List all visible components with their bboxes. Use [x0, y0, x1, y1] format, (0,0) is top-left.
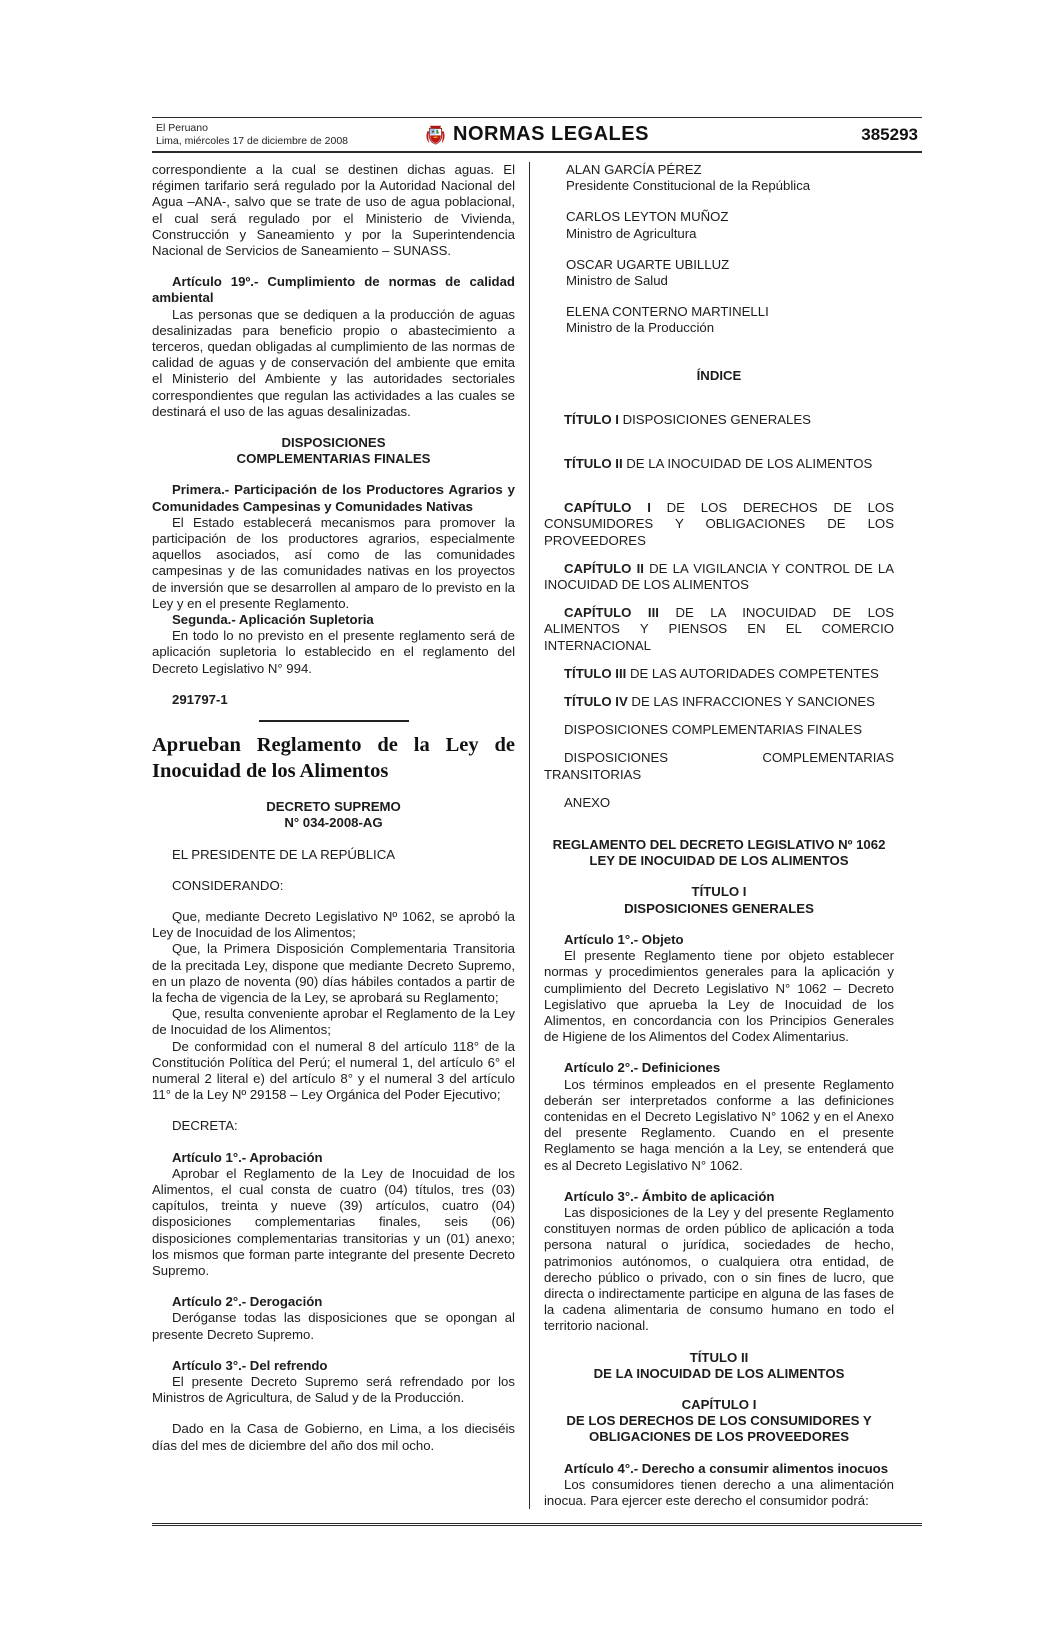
r-article-3-heading: Artículo 3°.- Ámbito de aplicación [564, 1188, 775, 1204]
recital-3: Que, resulta conveniente aprobar el Reglamento de la Ley de Inocuidad de los Alimentos; [152, 1006, 515, 1038]
date-line: Lima, miércoles 17 de diciembre de 2008 [156, 134, 349, 147]
article-1-body: Aprobar el Reglamento de la Ley de Inocuidad de los Alimentos, el cual consta de cuatro (04) títulos, tres (03) capítulos, treinta y nueve (39) artículos, cuatro (04) disposiciones complementarias finales, seis (06) disposiciones complementarias transitorias y un (01) anexo; los mismos que forman parte integrante del presente Decreto Supremo. [152, 1165, 515, 1278]
president-line: EL PRESIDENTE DE LA REPÚBLICA [172, 846, 396, 862]
r-article-4-heading: Artículo 4°.- Derecho a consumir alimentos inocuos [564, 1460, 889, 1476]
decreto-supremo-title: DECRETO SUPREMO N° 034-2008-AG [266, 799, 401, 831]
index-entry: TÍTULO I DISPOSICIONES GENERALES [564, 411, 811, 427]
decree-title: Aprueban Reglamento de la Ley de Inocuidad de los Alimentos [152, 734, 515, 783]
r-article-4-body: Los consumidores tienen derecho a una alimentación inocua. Para ejercer este derecho el consumidor podrá: [544, 1476, 894, 1508]
bottom-margin [152, 1526, 922, 1626]
right-column [530, 162, 894, 1509]
section-title: NORMAS LEGALES [453, 123, 649, 145]
article-1-heading: Artículo 1°.- Aprobación [172, 1149, 323, 1165]
primera-heading: Primera.- Participación de los Productores Agrarios y Comunidades Campesinas y Comunidades Nativas [152, 482, 515, 514]
peru-coat-of-arms-icon [425, 122, 446, 147]
decreta-line: DECRETA: [172, 1118, 238, 1134]
index-entry: DISPOSICIONES COMPLEMENTARIAS TRANSITORIAS [544, 750, 894, 782]
signatory-name: CARLOS LEYTON MUÑOZ [566, 209, 729, 225]
index-entry: ANEXO [564, 794, 611, 810]
r-article-2-body: Los términos empleados en el presente Reglamento deberán ser interpretados conforme a las definiciones contenidas en el Decreto Legislativo N° 1062 y en el Anexo del presente Reglamento. Cuando en el presente Reglamento se haga mención a la Ley, se entenderá que es al Decreto Legislativo N° 1062. [544, 1076, 894, 1173]
page-header [152, 117, 922, 153]
continuation-paragraph: correspondiente a la cual se destinen dichas aguas. El régimen tarifario será regulado por la Autoridad Nacional del Agua –ANA-, salvo que se trate de uso de agua poblacional, el cual será regulado por el Ministerio de Vivienda, Construcción y Saneamiento y por la Superintendencia Nacional de Servicios de Saneamiento – SUNASS. [152, 162, 515, 259]
article-2-heading: Artículo 2°.- Derogación [172, 1294, 323, 1310]
article-2-body: Deróganse todas las disposiciones que se opongan al presente Decreto Supremo. [152, 1310, 515, 1342]
article-3-body: El presente Decreto Supremo será refrendado por los Ministros de Agricultura, de Salud y de la Producción. [152, 1373, 515, 1406]
article-3-heading: Artículo 3°.- Del refrendo [172, 1357, 328, 1373]
considerando-line: CONSIDERANDO: [172, 877, 284, 893]
article-19-body: Las personas que se dediquen a la producción de aguas desalinizadas para beneficio propio o abastecimiento a terceros, quedan obligadas al cumplimiento de las normas de calidad de aguas y de conservación del ambiente que emita el Ministerio del Ambiente y las autoridades sectoriales correspondientes que regulan las actividades a las cuales se destinará el uso de las aguas desalinizadas. [152, 306, 515, 419]
article-19-heading: Artículo 19º.- Cumplimiento de normas de calidad ambiental [152, 274, 515, 306]
index-title: ÍNDICE [696, 367, 742, 383]
signatory-title: Ministro de Salud [566, 273, 668, 289]
left-column [152, 162, 530, 1509]
signatory-name: ELENA CONTERNO MARTINELLI [566, 304, 769, 320]
segunda-heading: Segunda.- Aplicación Supletoria [172, 612, 374, 628]
disposiciones-finales-title: DISPOSICIONES COMPLEMENTARIAS FINALES [236, 435, 431, 467]
signature-block [544, 209, 894, 241]
signature-block [544, 257, 894, 289]
signature-block [544, 304, 894, 336]
index-entry: TÍTULO II DE LA INOCUIDAD DE LOS ALIMENTOS [564, 456, 873, 472]
section-banner [152, 122, 922, 147]
capitulo-1-heading: CAPÍTULO I DE LOS DERECHOS DE LOS CONSUMIDORES Y OBLIGACIONES DE LOS PROVEEDORES [566, 1396, 872, 1445]
publication-name: El Peruano [156, 121, 208, 134]
recital-1: Que, mediante Decreto Legislativo Nº 1062, se aprobó la Ley de Inocuidad de los Alimentos; [152, 908, 515, 941]
article-separator-rule [259, 720, 409, 722]
norm-id-number: 291797-1 [172, 691, 228, 707]
signatory-title: Ministro de Agricultura [566, 225, 697, 241]
r-article-1-heading: Artículo 1°.- Objeto [564, 931, 684, 947]
signatory-name: OSCAR UGARTE UBILLUZ [566, 256, 730, 272]
index-entry: DISPOSICIONES COMPLEMENTARIAS FINALES [564, 722, 862, 738]
signatory-title: Presidente Constitucional de la República [566, 178, 811, 194]
titulo-1-heading: TÍTULO I DISPOSICIONES GENERALES [624, 884, 814, 916]
content-columns [152, 153, 922, 1509]
signature-block [544, 162, 894, 194]
index-entry: CAPÍTULO II DE LA VIGILANCIA Y CONTROL DE LA INOCUIDAD DE LOS ALIMENTOS [544, 560, 894, 593]
recital-4: De conformidad con el numeral 8 del artículo 118° de la Constitución Política del Perú; el numeral 1, del artículo 6° el numeral 2 literal e) del artículo 8° y el numeral 3 del artículo 11° de la Ley Nº 29158 – Ley Orgánica del Poder Ejecutivo; [152, 1038, 515, 1103]
r-article-1-body: El presente Reglamento tiene por objeto establecer normas y procedimientos generales para la aplicación y cumplimiento del Decreto Legislativo N° 1062 – Decreto Legislativo que aprueba la Ley de Inocuidad de los Alimentos, en concordancia con los Principios Generales de Higiene de los Alimentos del Codex Alimentarius. [544, 948, 894, 1045]
index-entry: CAPÍTULO I DE LOS DERECHOS DE LOS CONSUMIDORES Y OBLIGACIONES DE LOS PROVEEDORES [544, 500, 894, 548]
primera-body: El Estado establecerá mecanismos para promover la participación de los productores agrarios, especialmente aquellos asociados, así como de las comunidades campesinas y de las comunidades nativas en los proyectos de inversión que se desarrollen al amparo de lo previsto en la Ley y en el presente Reglamento. [152, 514, 515, 611]
recital-2: Que, la Primera Disposición Complementaria Transitoria de la precitada Ley, dispone que mediante Decreto Supremo, en un plazo de noventa (90) días hábiles contados a partir de la fecha de vigencia de la Ley, se aprobará su Reglamento; [152, 941, 515, 1005]
reglamento-title: REGLAMENTO DEL DECRETO LEGISLATIVO Nº 1062 LEY DE INOCUIDAD DE LOS ALIMENTOS [552, 837, 886, 869]
signatory-name: ALAN GARCÍA PÉREZ [566, 162, 702, 177]
index-entry: CAPÍTULO III DE LA INOCUIDAD DE LOS ALIMENTOS Y PIENSOS EN EL COMERCIO INTERNACIONAL [544, 605, 894, 653]
segunda-body: En todo lo no previsto en el presente reglamento será de aplicación supletoria lo establecido en el reglamento del Decreto Legislativo N° 994. [152, 628, 515, 676]
signatory-title: Ministro de la Producción [566, 320, 715, 336]
titulo-2-heading: TÍTULO II DE LA INOCUIDAD DE LOS ALIMENTOS [593, 1349, 845, 1381]
dado-paragraph: Dado en la Casa de Gobierno, en Lima, a los dieciséis días del mes de diciembre del año dos mil ocho. [152, 1421, 515, 1453]
r-article-2-heading: Artículo 2°.- Definiciones [564, 1060, 721, 1076]
page-number: 385293 [855, 125, 918, 145]
index-entry: TÍTULO III DE LAS AUTORIDADES COMPETENTES [564, 665, 879, 681]
r-article-3-body: Las disposiciones de la Ley y del presente Reglamento constituyen normas de orden público de aplicación a toda persona natural o jurídica, sociedades de hecho, patrimonios autónomos, o cualquiera otra entidad, de derecho público o privado, con o sin fines de lucro, que directa o indirectamente participe en alguna de las fases de la cadena alimentaria de consumo humano en todo el territorio nacional. [544, 1204, 894, 1334]
index-entry: TÍTULO IV DE LAS INFRACCIONES Y SANCIONES [564, 694, 875, 710]
